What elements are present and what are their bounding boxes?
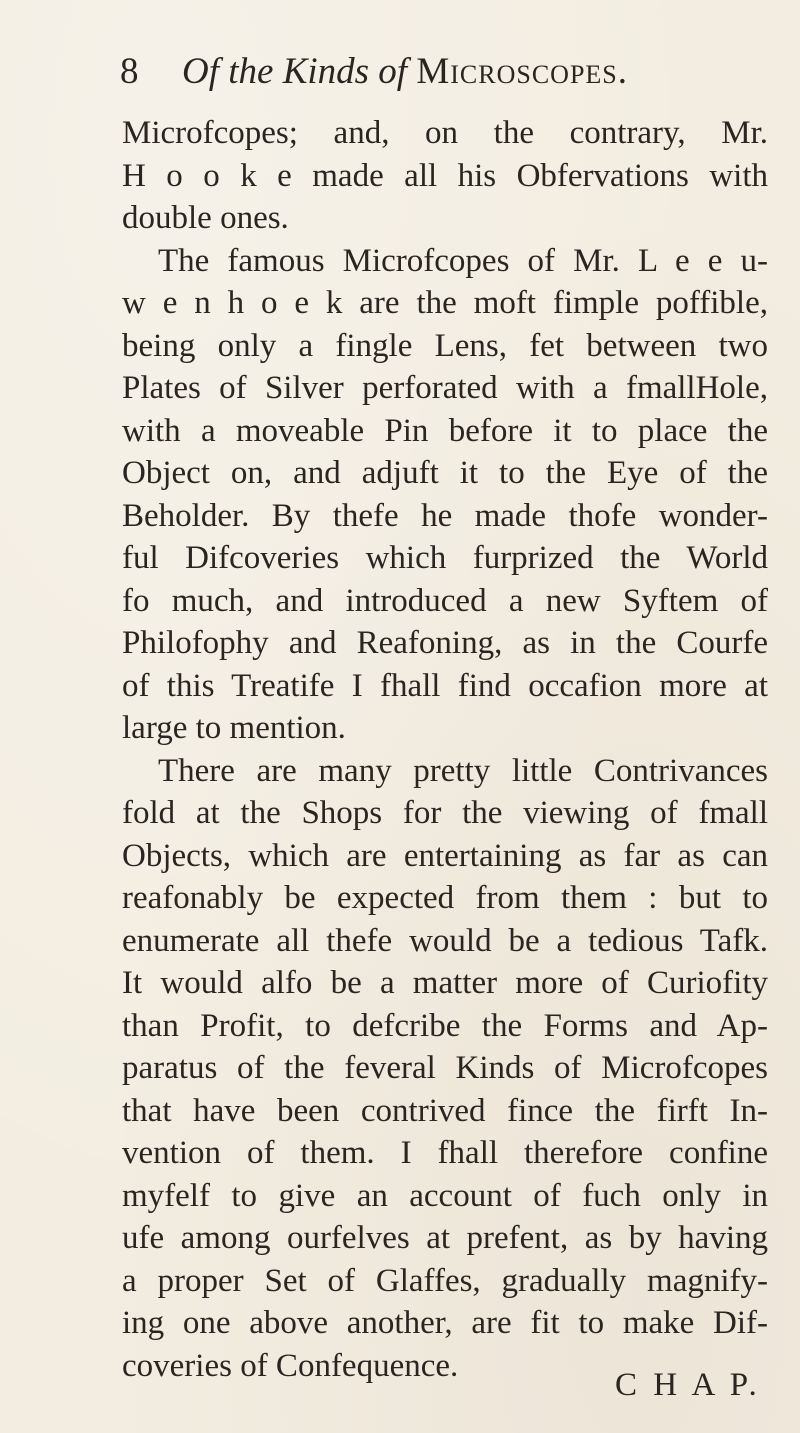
catchword: C H A P. bbox=[615, 1367, 761, 1403]
text-line: Philofophy and Reafoning, as in the Courfe bbox=[122, 625, 768, 661]
text-line: a proper Set of Glaffes, gradually magnify- bbox=[122, 1262, 768, 1299]
text-line: that have been contrived fince the firft In- bbox=[122, 1092, 768, 1129]
text-line: Beholder. By thefe he made thofe wonder- bbox=[122, 497, 768, 534]
text-line: with a moveable Pin before it to place the bbox=[122, 412, 768, 449]
text-line: of this Treatife I fhall find occafion more at bbox=[122, 667, 768, 704]
text-line: H o o k e made all his Obfervations with bbox=[122, 157, 768, 194]
running-head bbox=[120, 50, 628, 94]
text-line: large to mention. bbox=[122, 710, 346, 746]
text-line: Objects, which are entertaining as far as can bbox=[122, 837, 768, 874]
page-number: 8 bbox=[120, 51, 139, 92]
text-line: vention of them. I fhall therefore confine bbox=[122, 1135, 768, 1171]
text-line: Object on, and adjuft it to the Eye of the bbox=[122, 455, 768, 491]
body-text bbox=[122, 112, 768, 1387]
text-line: fo much, and introduced a new Syftem of bbox=[122, 582, 768, 619]
text-line: ufe among ourfelves at prefent, as by having bbox=[122, 1220, 768, 1256]
text-line: enumerate all thefe would be a tedious Tafk. bbox=[122, 922, 768, 959]
text-line: w e n h o e k are the moft fimple poffible, bbox=[122, 285, 768, 321]
text-line: There are many pretty little Contrivances bbox=[158, 752, 768, 789]
text-line: myfelf to give an account of fuch only in bbox=[122, 1177, 768, 1214]
text-line: Plates of Silver perforated with a fmallHole, bbox=[122, 370, 768, 406]
running-title: Of the Kinds of Microscopes. bbox=[182, 51, 628, 92]
text-line: The famous Microfcopes of Mr. L e e u- bbox=[158, 242, 768, 279]
text-line: double ones. bbox=[122, 200, 289, 236]
text-line: ing one above another, are fit to make Dif- bbox=[122, 1305, 768, 1341]
text-line: paratus of the feveral Kinds of Microfcopes bbox=[122, 1050, 768, 1086]
text-line: reafonably be expected from them : but to bbox=[122, 880, 768, 916]
text-line: It would alfo be a matter more of Curiofity bbox=[122, 965, 768, 1001]
text-line: coveries of Confequence. bbox=[122, 1347, 459, 1384]
text-line: fold at the Shops for the viewing of fmall bbox=[122, 795, 768, 831]
text-line: ful Difcoveries which furprized the World bbox=[122, 540, 768, 576]
text-line: Microfcopes; and, on the contrary, Mr. bbox=[122, 115, 768, 151]
text-line: than Profit, to defcribe the Forms and Ap- bbox=[122, 1007, 768, 1044]
text-line: being only a fingle Lens, fet between two bbox=[122, 327, 768, 364]
